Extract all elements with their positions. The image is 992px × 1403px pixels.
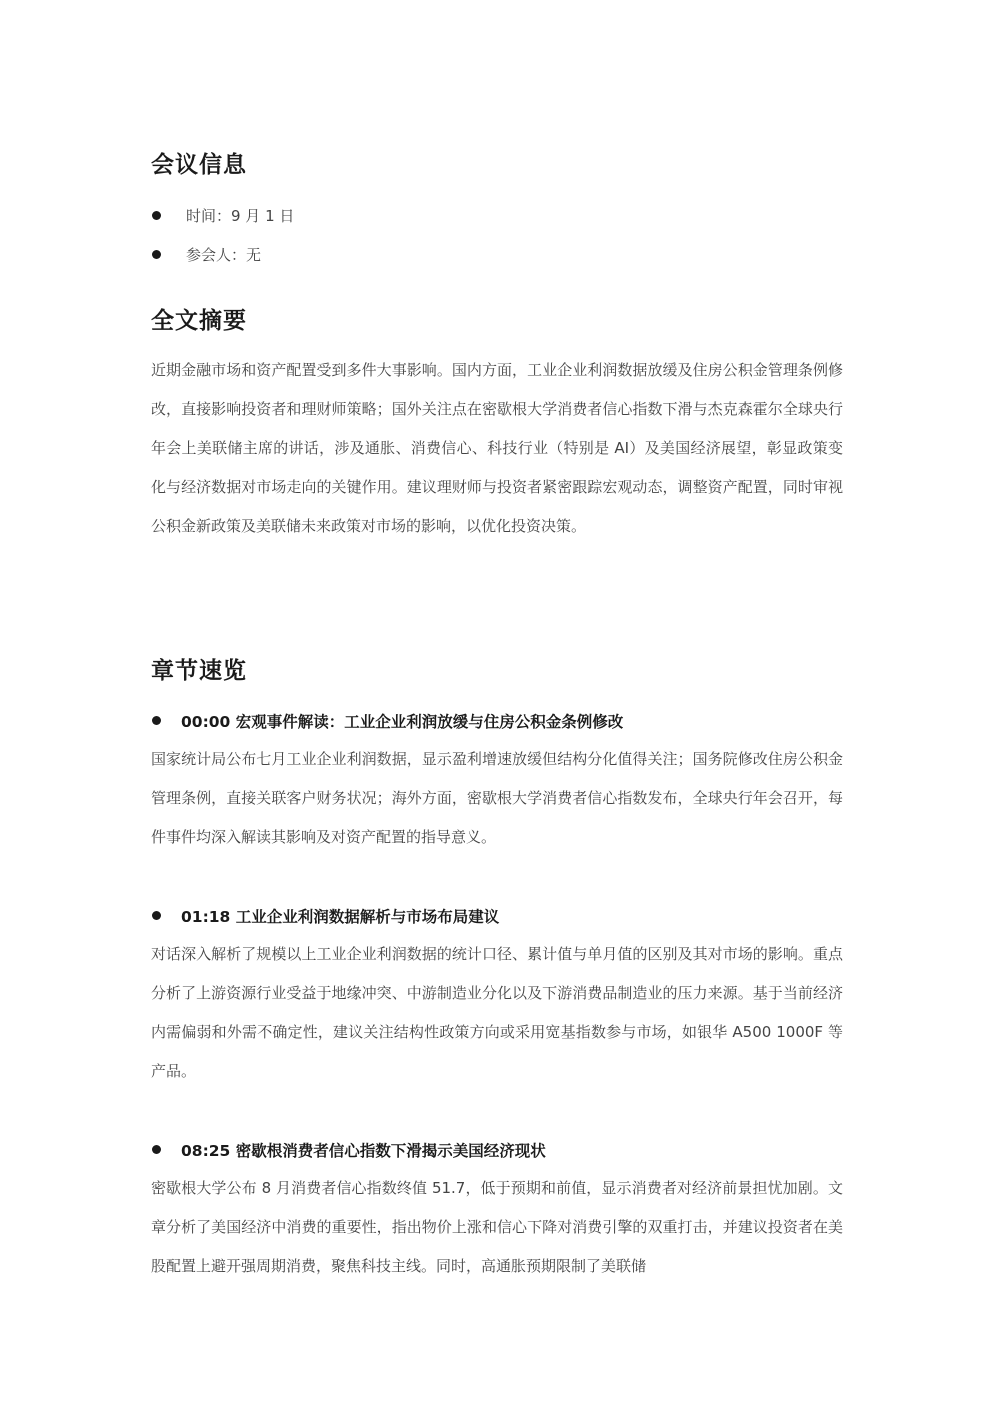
bullet-dot-icon	[152, 716, 161, 725]
chapter-item	[151, 1130, 843, 1286]
chapter-title: 01:18 工业企业利润数据解析与市场布局建议	[181, 907, 500, 926]
meeting-info-heading: 会议信息	[151, 152, 247, 178]
chapter-title: 08:25 密歇根消费者信心指数下滑揭示美国经济现状	[181, 1141, 546, 1160]
summary-paragraph: 近期金融市场和资产配置受到多件大事影响。国内方面，工业企业利润数据放缓及住房公积金管理条例修改，直接影响投资者和理财师策略；国外关注点在密歇根大学消费者信心指数下滑与杰克森霍尔全球央行年会上美联储主席的讲话，涉及通胀、消费信心、科技行业（特别是 AI）及美国经济展望，彰显政策变化与经济数据对市场走向的关键作用。建议理财师与投资者紧密跟踪宏观动态，调整资产配置，同时审视公积金新政策及美联储未来政策对市场的影响，以优化投资决策。	[151, 361, 843, 535]
chapter-item	[151, 896, 843, 1091]
chapters-heading: 章节速览	[151, 658, 247, 684]
summary-heading: 全文摘要	[151, 308, 247, 334]
bullet-dot-icon	[152, 911, 161, 920]
meeting-attendees-item	[151, 235, 294, 274]
meeting-attendees: 参会人：无	[186, 246, 262, 264]
chapter-title: 00:00 宏观事件解读：工业企业利润放缓与住房公积金条例修改	[181, 712, 624, 731]
bullet-dot-icon	[152, 1145, 161, 1154]
meeting-time: 时间：9 月 1 日	[186, 207, 295, 225]
chapter-text: 密歇根大学公布 8 月消费者信心指数终值 51.7，低于预期和前值，显示消费者对经济前景担忧加剧。文章分析了美国经济中消费的重要性，指出物价上涨和信心下降对消费引擎的双重打击，并建议投资者在美股配置上避开强周期消费，聚焦科技主线。同时，高通胀预期限制了美联储	[151, 1179, 843, 1275]
bullet-dot-icon	[152, 211, 161, 220]
chapter-title-row	[151, 1130, 843, 1169]
chapter-title-row	[151, 896, 843, 935]
chapter-title-row	[151, 701, 843, 740]
meeting-info-list	[151, 196, 294, 274]
chapter-text: 对话深入解析了规模以上工业企业利润数据的统计口径、累计值与单月值的区别及其对市场的影响。重点分析了上游资源行业受益于地缘冲突、中游制造业分化以及下游消费品制造业的压力来源。基于当前经济内需偏弱和外需不确定性，建议关注结构性政策方向或采用宽基指数参与市场，如银华 A500 1000F 等产品。	[151, 945, 843, 1080]
meeting-time-item	[151, 196, 294, 235]
chapter-text: 国家统计局公布七月工业企业利润数据，显示盈利增速放缓但结构分化值得关注；国务院修改住房公积金管理条例，直接关联客户财务状况；海外方面，密歇根大学消费者信心指数发布，全球央行年会召开，每件事件均深入解读其影响及对资产配置的指导意义。	[151, 750, 843, 846]
chapter-item	[151, 701, 843, 857]
bullet-dot-icon	[152, 250, 161, 259]
